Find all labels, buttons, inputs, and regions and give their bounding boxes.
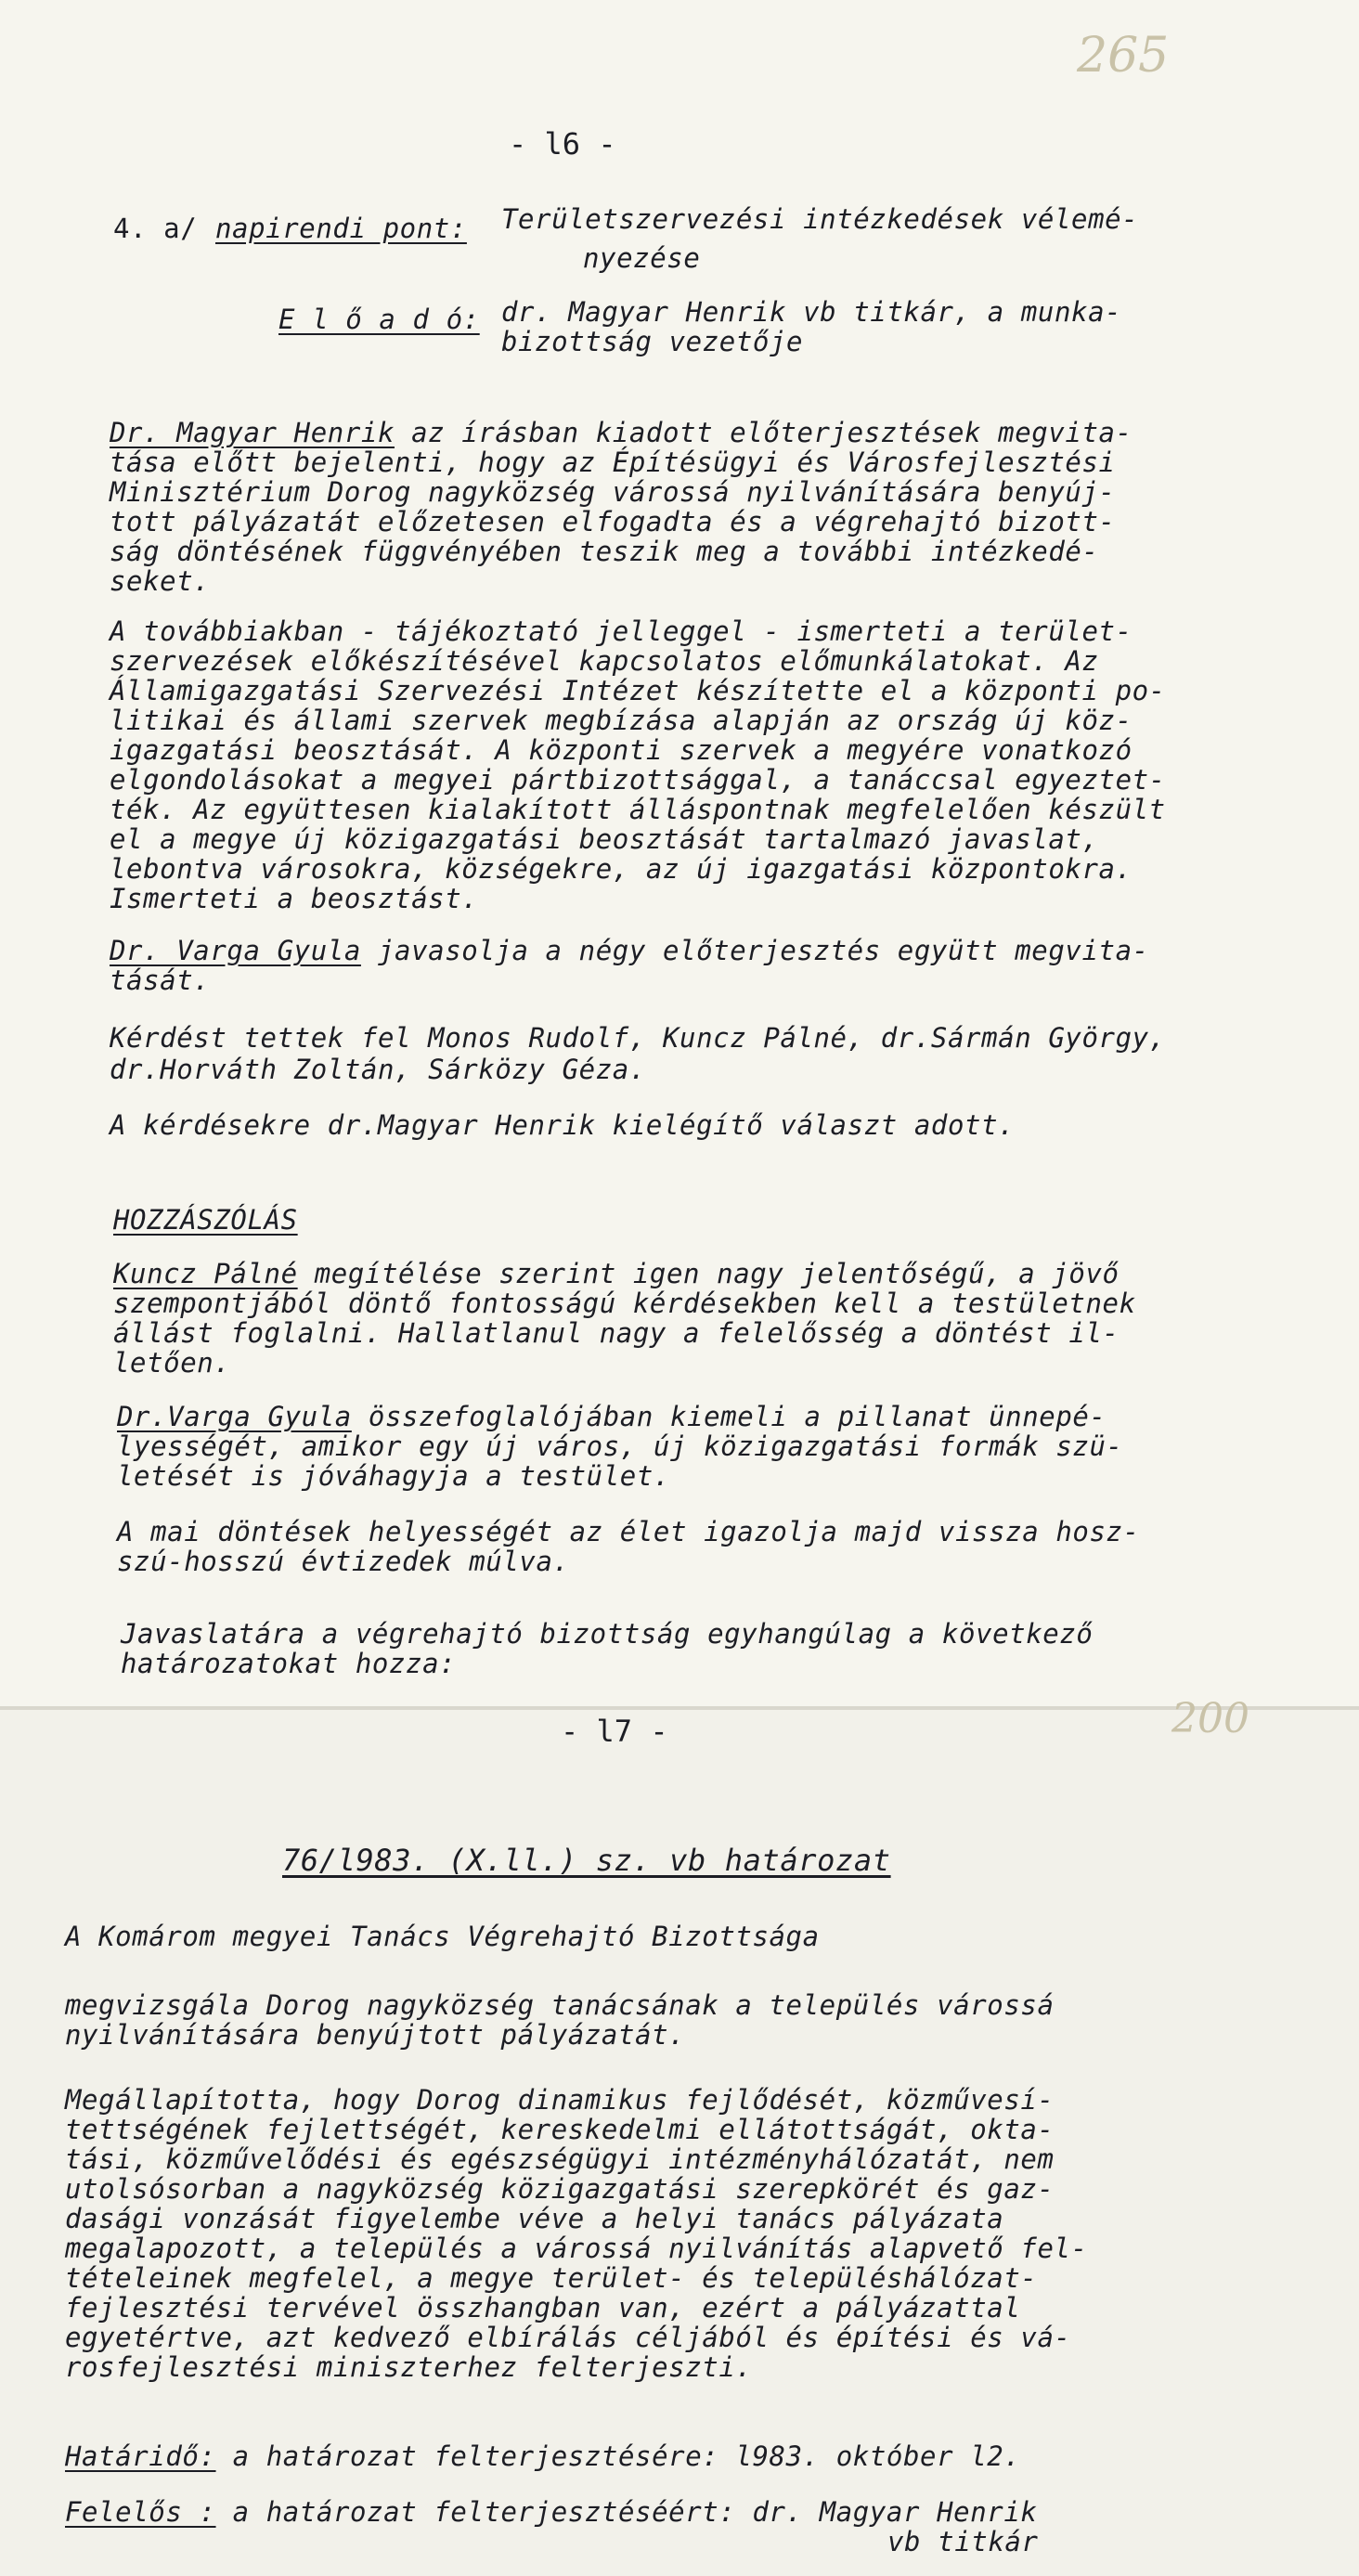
paragraph-line: Minisztérium Dorog nagyközség várossá nyilvánítására benyúj- — [110, 476, 1116, 508]
paragraph-line: Államigazgatási Szervezési Intézet készítette el a központi po- — [110, 675, 1166, 706]
paragraph-line: A kérdésekre dr.Magyar Henrik kielégítő választ adott. — [110, 1109, 1016, 1141]
agenda-label: napirendi pont: — [215, 213, 467, 244]
paragraph-line: tását. — [110, 964, 211, 996]
paragraph-line: lyességét, amikor egy új város, új közigazgatási formák szü- — [117, 1430, 1123, 1462]
paragraph-line: tott pályázatát előzetesen elfogadta és a végrehajtó bizott- — [110, 506, 1116, 537]
paragraph-line: utolsósorban a nagyközség közigazgatási szerepkörét és gaz- — [65, 2173, 1055, 2205]
deadline-line: Határidő: a határozat felterjesztésére: l983. október l2. — [65, 2440, 1021, 2472]
agenda-title-line: nyezése — [583, 242, 701, 274]
paragraph-line: elgondolásokat a megyei pártbizottsággal, a tanáccsal egyeztet- — [110, 764, 1166, 796]
paragraph-line: Kuncz Pálné megítélése szerint igen nagy jelentőségű, a jövő — [113, 1258, 1120, 1289]
paragraph-line: Dr. Varga Gyula javasolja a négy előterjesztés együtt megvita- — [110, 935, 1149, 966]
agenda-number: 4. a/ — [113, 213, 198, 244]
section-heading: HOZZÁSZÓLÁS — [113, 1204, 298, 1236]
paragraph-line: lebontva városokra, községekre, az új igazgatási központokra. — [110, 853, 1132, 885]
responsible-title: vb titkár — [887, 2526, 1039, 2557]
deadline-label: Határidő: — [65, 2440, 216, 2472]
paragraph-line: tási, közművelődési és egészségügyi intézményhálózatát, nem — [65, 2143, 1055, 2175]
paragraph-line: ság döntésének függvényében teszik meg a további intézkedé- — [110, 536, 1099, 567]
speaker-name: Kuncz Pálné — [113, 1258, 298, 1289]
page-seam — [0, 1706, 1359, 1710]
paragraph-line: Javaslatára a végrehajtó bizottság egyhangúlag a következő — [121, 1618, 1094, 1650]
paragraph-line: ték. Az együttesen kialakított álláspontnak megfelelően készült — [110, 794, 1166, 825]
paragraph-line: Kérdést tettek fel Monos Rudolf, Kuncz Pálné, dr.Sármán György, — [110, 1022, 1166, 1054]
paragraph-line: szempontjából döntő fontosságú kérdésekben kell a testületnek — [113, 1288, 1136, 1319]
paragraph-line: igazgatási beosztását. A központi szervek a megyére vonatkozó — [110, 734, 1132, 766]
paragraph-line: A Komárom megyei Tanács Végrehajtó Bizottsága — [65, 1921, 820, 1952]
paragraph-line: Dr. Magyar Henrik az írásban kiadott előterjesztések megvita- — [110, 417, 1132, 448]
paragraph-line: tettségének fejlettségét, kereskedelmi ellátottságát, okta- — [65, 2114, 1055, 2145]
page-number: - l6 - — [509, 126, 616, 162]
paragraph-line: litikai és állami szervek megbízása alapján az ország új köz- — [110, 705, 1132, 736]
paragraph-line: megalapozott, a település a várossá nyilvánítás alapvető fel- — [65, 2233, 1088, 2264]
paragraph-line: dasági vonzását figyelembe véve a helyi tanács pályázata — [65, 2203, 1004, 2234]
paragraph-line: A továbbiakban - tájékoztató jelleggel - ismerteti a terület- — [110, 615, 1132, 647]
paragraph-line: állást foglalni. Hallatlanul nagy a felelősség a döntést il- — [113, 1317, 1120, 1349]
presenter-line: dr. Magyar Henrik vb titkár, a munka- — [501, 296, 1122, 328]
resolution-title: 76/l983. (X.ll.) sz. vb határozat — [282, 1843, 891, 1878]
paragraph-line: letően. — [113, 1347, 231, 1379]
paragraph-line: határozatokat hozza: — [121, 1648, 457, 1679]
paragraph-line: A mai döntések helyességét az élet igazolja majd vissza hosz- — [117, 1516, 1140, 1547]
presenter-label: E l ő a d ó: — [278, 304, 480, 335]
paragraph-line: szervezések előkészítésével kapcsolatos előmunkálatokat. Az — [110, 645, 1099, 677]
paragraph-line: el a megye új közigazgatási beosztását tartalmazó javaslat, — [110, 823, 1099, 855]
paragraph-line: szú-hosszú évtizedek múlva. — [117, 1546, 570, 1577]
speaker-name: Dr.Varga Gyula — [117, 1401, 352, 1432]
archive-page-mark: 265 — [1077, 28, 1170, 84]
paragraph-line: Ismerteti a beosztást. — [110, 883, 479, 914]
responsible-line: Felelős : a határozat felterjesztéséért: dr. Magyar Henrik — [65, 2496, 1038, 2528]
paragraph-line: seket. — [110, 565, 211, 597]
paragraph-line: tása előtt bejelenti, hogy az Építésügyi és Városfejlesztési — [110, 447, 1116, 478]
paragraph-line: megvizsgála Dorog nagyközség tanácsának a település várossá — [65, 1989, 1055, 2021]
paragraph-line: fejlesztési tervével összhangban van, ezért a pályázattal — [65, 2292, 1021, 2324]
presenter-line: bizottság vezetője — [501, 326, 804, 357]
responsible-label: Felelős : — [65, 2496, 216, 2528]
paragraph-line: rosfejlesztési miniszterhez felterjeszti. — [65, 2351, 753, 2383]
page-number: - l7 - — [561, 1714, 668, 1749]
paragraph-line: dr.Horváth Zoltán, Sárközy Géza. — [110, 1054, 646, 1085]
archive-page-mark: 200 — [1171, 1695, 1249, 1742]
paragraph-line: letését is jóváhagyja a testület. — [117, 1460, 670, 1492]
agenda-title-line: Területszervezési intézkedések vélemé- — [501, 203, 1139, 235]
paragraph-line: Megállapította, hogy Dorog dinamikus fejlődését, közművesí- — [65, 2084, 1055, 2116]
paragraph-line: egyetértve, azt kedvező elbírálás céljából és építési és vá- — [65, 2322, 1071, 2353]
paragraph-line: tételeinek megfelel, a megye terület- és településhálózat- — [65, 2262, 1038, 2294]
speaker-name: Dr. Magyar Henrik — [110, 417, 395, 448]
paragraph-line: nyilvánítására benyújtott pályázatát. — [65, 2019, 686, 2051]
speaker-name: Dr. Varga Gyula — [110, 935, 361, 966]
paragraph-line: Dr.Varga Gyula összefoglalójában kiemeli a pillanat ünnepé- — [117, 1401, 1107, 1432]
